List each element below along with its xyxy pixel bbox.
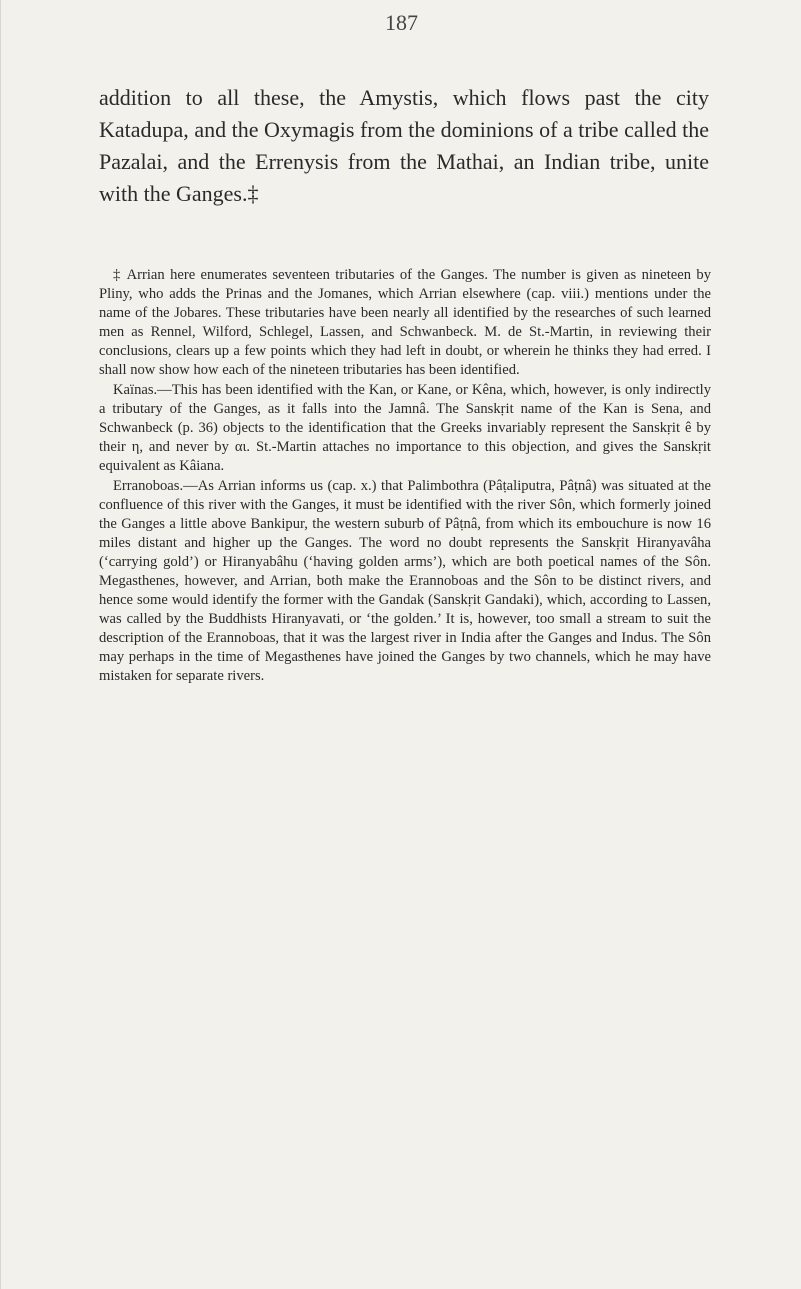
footnote: [99, 266, 711, 686]
page-number: 187: [385, 10, 418, 35]
footnote-kainas: Kaïnas.—This has been identified with the Kan, or Kane, or Kêna, which, however, is only indirectly a tributary of the Ganges, as it falls into the Jamnâ. The Sanskṛit name of the Kan is Sena, and Schwanbeck (p. 36) objects to the identification that the Greeks invariably represent the Sanskṛit ê by their η, and never by αι. St.-Martin attaches no importance to this objection, and gives the Sanskṛit equivalent as Kâiana.: [99, 382, 711, 474]
footnote-intro: ‡ Arrian here enumerates seventeen tributaries of the Ganges. The number is given as nineteen by Pliny, who adds the Prinas and the Jomanes, which Arrian elsewhere (cap. viii.) mentions under the name of the Jobares. These tributaries have been nearly all identified by the researches of such learned men as Rennel, Wilford, Schlegel, Lassen, and Schwanbeck. M. de St.-Martin, in reviewing their conclusions, clears up a few points which they had left in doubt, or wherein he thinks they had erred. I shall now show how each of the nineteen tributaries has been identified.: [99, 267, 711, 378]
footnote-erranoboas: Erranoboas.—As Arrian informs us (cap. x.) that Palimbothra (Pâṭaliputra, Pâṭnâ) was situated at the confluence of this river with the Ganges, it must be identified with the river Sôn, which formerly joined the Ganges a little above Bankipur, the western suburb of Pâṭnâ, from which its embouchure is now 16 miles distant and higher up the Ganges. The word no doubt represents the Sanskṛit Hiranyavâha (‘carrying gold’) or Hiranyabâhu (‘having golden arms’), which are both poetical names of the Sôn. Megasthenes, however, and Arrian, both make the Erannoboas and the Sôn to be distinct rivers, and hence some would identify the former with the Gandak (Sanskṛit Gandaki), which, according to Lassen, was called by the Buddhists Hiranyavati, or ‘the golden.’ It is, however, too small a stream to suit the description of the Erannoboas, that it was the largest river in India after the Ganges and Indus. The Sôn may perhaps in the time of Megasthenes have joined the Ganges by two channels, which he may have mistaken for separate rivers.: [99, 478, 711, 684]
main-paragraph: addition to all these, the Amystis, which flows past the city Katadupa, and the Oxymagis from the dominions of a tribe called the Pazalai, and the Errenysis from the Mathai, an Indian tribe, unite with the Ganges.‡: [99, 85, 709, 206]
